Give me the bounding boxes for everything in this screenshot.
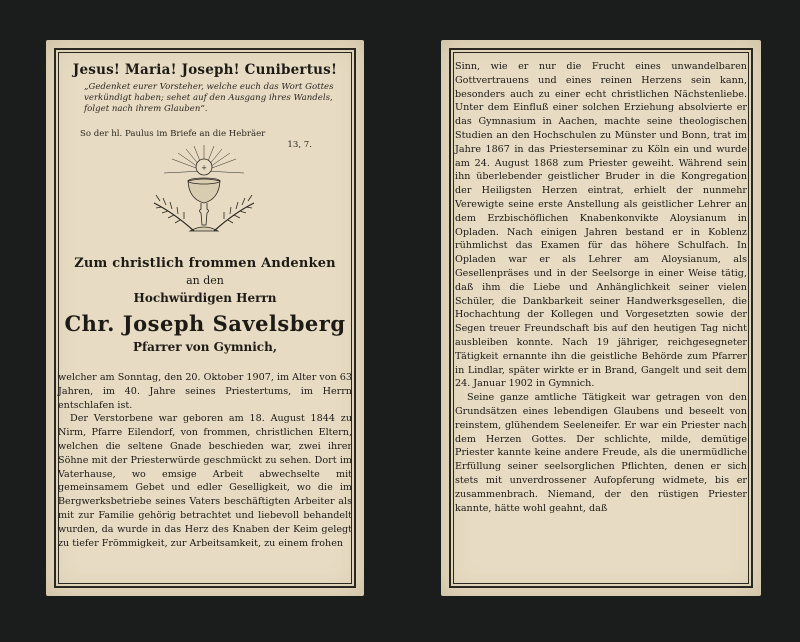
- scripture-reference: 13, 7.: [287, 140, 312, 150]
- body-paragraph: Der Verstorbene war geboren am 18. August 1844 zu Nirm, Pfarre Eilendorf, von frommen, christlichen Eltern, welchen die seltene Gnade beschieden war, zwei ihrer Söhne mit der Priesterwürde geschmückt zu sehen. Dort im Vaterhause, wo emsige Arbeit abwechselte mit gemeinsamem Gebet und edler Geselligkeit, wo die im Bergwerksbetriebe seines Vaters beschäftigten Arbeiter als mit zur Familie gehörig betrachtet und liebevoll behandelt wurden, da wurde in das Herz des Knaben der Keim gelegt zu tiefer Frömmigkeit, zur Arbeitsamkeit, zu einem frohen: [58, 413, 352, 549]
- deceased-title: Pfarrer von Gymnich,: [132, 340, 278, 354]
- body-paragraph: Sinn, wie er nur die Frucht eines unwandelbaren Gottvertrauens und eines reinen Herzens sein kann, besonders auch zu einer echt christlichen Nächstenliebe. Unter dem Einfluß einer solchen Erziehung absolvierte er das Gymnasium in Aachen, machte seine theologischen Studien an den Hochschulen zu Münster und Bonn, trat im Jahre 1867 in das Priesterseminar zu Köln ein und wurde am 24. August 1868 zum Priester geweiht. Während sein ihn überlebender geistlicher Bruder in die Kongregation der Heiligsten Herzen eintrat, erhielt der nunmehr Verewigte seine erste Anstellung als geistlicher Lehrer an dem Erzbischöflichen Knabenkonvikte Aloysianum in Opladen. Nach einigen Jahren bestand er in Koblenz rühmlichst das Examen für das höhere Schulfach. In Opladen war er als Lehrer am Aloysianum, als Gesellenpräses und in der Seelsorge in einer Weise tätig, daß ihm die Liebe und Anhänglichkeit seiner vielen Schüler, die Dankbarkeit seiner Handwerksgesellen, die Hochachtung der Kollegen und Vorgesetzten sowie der Segen treuer Freundschaft bis auf den heutigen Tag nicht ausbleiben konnte. Nach 19 jähriger, reichgesegneter Tätigkeit ernannte ihn die geistliche Behörde zum Pfarrer in Lindlar, später wirkte er in Brand, Gangelt und seit dem 24. Januar 1902 in Gymnich.: [455, 61, 747, 390]
- chalice-icon: [124, 143, 284, 248]
- svg-text:+: +: [201, 164, 207, 172]
- memorial-honorific: Hochwürdigen Herrn: [133, 291, 277, 305]
- memorial-intro: Zum christlich frommen Andenken: [74, 256, 336, 271]
- body-paragraph: Seine ganze amtliche Tätigkeit war getragen von den Grundsätzen eines lebendigen Glaubens und beseelt von reinstem, glühendem Seeleneifer. Er war ein Priester nach dem Herzen Gottes. Der schlichte, milde, demütige Priester kannte keine andere Freude, als die unermüdliche Erfüllung seiner seelsorglichen Pflichten, denen er sich stets mit unverdrossener Aufopferung widmete, bis er zusammenbrach. Niemand, der den rüstigen Priester kannte, hätte wohl geahnt, daß: [455, 392, 747, 514]
- left-card-body: [58, 371, 352, 550]
- deceased-name: Chr. Joseph Savelsberg: [64, 311, 346, 336]
- scripture-quote: „Gedenket eurer Vorsteher, welche euch das Wort Gottes verkündigt haben; sehet auf den Ausgang ihres Wandels, folget nach ihrem Glauben“.: [84, 82, 334, 114]
- left-memorial-card: [46, 40, 364, 596]
- scripture-source-text: So der hl. Paulus im Briefe an die Hebräer: [80, 129, 266, 139]
- memorial-heading: [58, 255, 352, 355]
- card-headline: Jesus! Maria! Joseph! Cunibertus!: [72, 62, 338, 78]
- memorial-connector: an den: [186, 274, 224, 287]
- body-paragraph: welcher am Sonntag, den 20. Oktober 1907, im Alter von 63 Jahren, im 40. Jahre seines Priestertums, im Herrn entschlafen ist.: [58, 372, 352, 411]
- right-memorial-card: [441, 40, 761, 596]
- right-card-body: [455, 60, 747, 515]
